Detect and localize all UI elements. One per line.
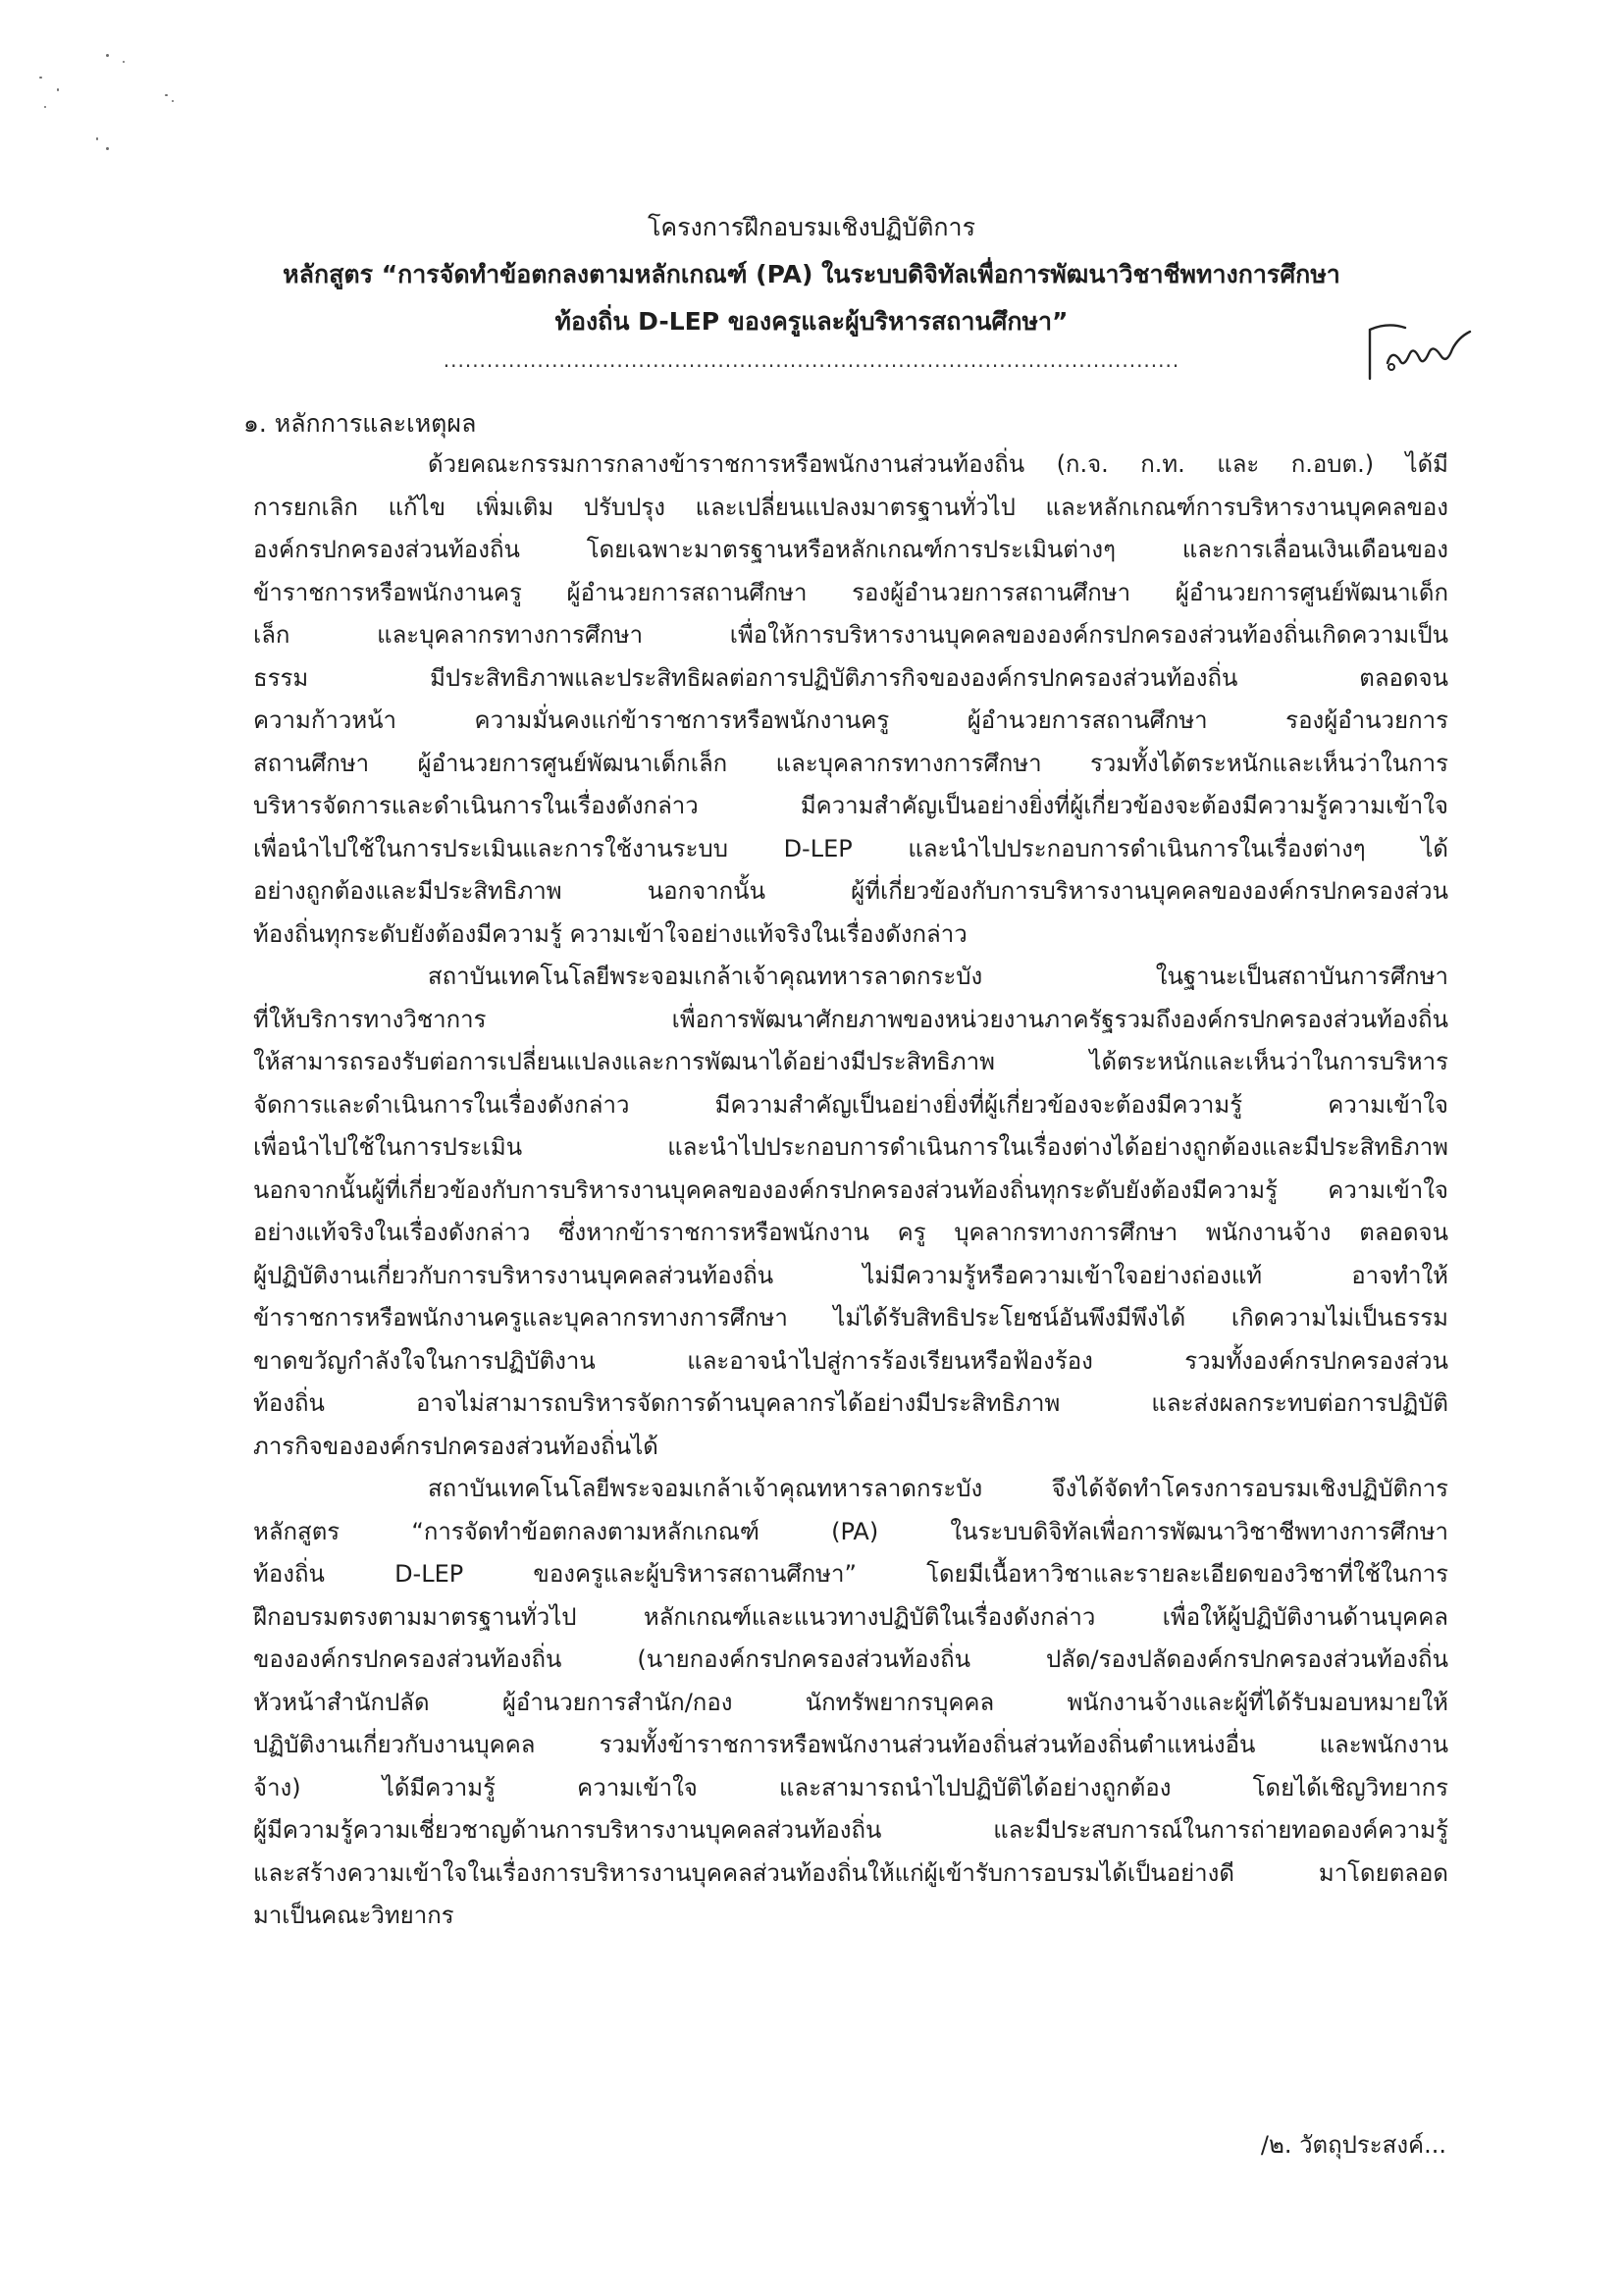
paragraph-line: บริหารจัดการและดำเนินการในเรื่องดังกล่าว มีความสำคัญเป็นอย่างยิ่งที่ผู้เกี่ยวข้องจะต้องมีความรู้ความเข้าใจ bbox=[253, 792, 1448, 819]
paragraph-line: สถาบันเทคโนโลยีพระจอมเกล้าเจ้าคุณทหารลาดกระบัง ในฐานะเป็นสถาบันการศึกษา bbox=[428, 963, 1448, 990]
scan-speck bbox=[123, 61, 125, 63]
body-paragraph bbox=[253, 1468, 1448, 1938]
scan-speck bbox=[39, 77, 42, 78]
paragraph-line: ปฏิบัติงานเกี่ยวกับงานบุคคล รวมทั้งข้าราชการหรือพนักงานส่วนท้องถิ่นส่วนท้องถิ่นตำแหน่งอื่น และพนักงาน bbox=[253, 1731, 1448, 1758]
document-body bbox=[253, 444, 1448, 1938]
paragraph-line: ด้วยคณะกรรมการกลางข้าราชการหรือพนักงานส่วนท้องถิ่น (ก.จ. ก.ท. และ ก.อบต.) ได้มี bbox=[428, 450, 1448, 478]
paragraph-line: จ้าง) ได้มีความรู้ ความเข้าใจ และสามารถนำไปปฏิบัติได้อย่างถูกต้อง โดยได้เชิญวิทยากร bbox=[253, 1773, 1448, 1801]
paragraph-line: นอกจากนั้นผู้ที่เกี่ยวข้องกับการบริหารงานบุคคลขององค์กรปกครองส่วนท้องถิ่นทุกระดับยังต้องมีความรู้ ความเข้าใจ bbox=[253, 1175, 1448, 1204]
paragraph-line: จัดการและดำเนินการในเรื่องดังกล่าว มีความสำคัญเป็นอย่างยิ่งที่ผู้เกี่ยวข้องจะต้องมีความรู้ ความเข้าใจ bbox=[253, 1090, 1448, 1119]
paragraph-line: เล็ก และบุคลากรทางการศึกษา เพื่อให้การบริหารงานบุคคลขององค์กรปกครองส่วนท้องถิ่นเกิดความเป็น bbox=[253, 621, 1448, 649]
paragraph-line: ข้าราชการหรือพนักงานครูและบุคลากรทางการศึกษา ไม่ได้รับสิทธิประโยชน์อันพึงมีพึงได้ เกิดความไม่เป็นธรรม bbox=[253, 1304, 1448, 1331]
scan-speck bbox=[44, 106, 46, 108]
paragraph-line: ฝึกอบรมตรงตามมาตรฐานทั่วไป หลักเกณฑ์และแนวทางปฏิบัติในเรื่องดังกล่าว เพื่อให้ผู้ปฏิบัติงานด้านบุคคล bbox=[253, 1602, 1448, 1631]
paragraph-line: ผู้ปฏิบัติงานเกี่ยวกับการบริหารงานบุคคลส่วนท้องถิ่น ไม่มีความรู้หรือความเข้าใจอย่างถ่องแท้ อาจทำให้ bbox=[253, 1261, 1448, 1289]
handwritten-signature bbox=[1362, 316, 1490, 385]
scan-speck bbox=[96, 137, 98, 140]
paragraph-line: ท้องถิ่น D-LEP ของครูและผู้บริหารสถานศึกษา” โดยมีเนื้อหาวิชาและรายละเอียดของวิชาที่ใช้ในการ bbox=[253, 1560, 1448, 1588]
scan-speck bbox=[106, 147, 109, 150]
body-paragraph bbox=[253, 444, 1448, 956]
paragraph-line: ธรรม มีประสิทธิภาพและประสิทธิผลต่อการปฏิบัติภารกิจขององค์กรปกครองส่วนท้องถิ่น ตลอดจน bbox=[253, 663, 1448, 692]
paragraph-line: ข้าราชการหรือพนักงานครู ผู้อำนวยการสถานศึกษา รองผู้อำนวยการสถานศึกษา ผู้อำนวยการศูนย์พัฒนาเด็ก bbox=[253, 578, 1448, 606]
page-continuation-note: /๒. วัตถุประสงค์... bbox=[1260, 2131, 1446, 2159]
paragraph-line: ภารกิจขององค์กรปกครองส่วนท้องถิ่นได้ bbox=[253, 1432, 658, 1460]
paragraph-line: ท้องถิ่นทุกระดับยังต้องมีความรู้ ความเข้าใจอย่างแท้จริงในเรื่องดังกล่าว bbox=[253, 919, 968, 948]
paragraph-line: ผู้มีความรู้ความเชี่ยวชาญด้านการบริหารงานบุคคลส่วนท้องถิ่น และมีประสบการณ์ในการถ่ายทอดองค์ความรู้ bbox=[253, 1816, 1448, 1844]
header-dotted-rule: ...................................................................................................... bbox=[443, 348, 1180, 372]
paragraph-line: ให้สามารถรองรับต่อการเปลี่ยนแปลงและการพัฒนาได้อย่างมีประสิทธิภาพ ได้ตระหนักและเห็นว่าในการบริหาร bbox=[253, 1048, 1448, 1075]
paragraph-line: ขององค์กรปกครองส่วนท้องถิ่น (นายกองค์กรปกครองส่วนท้องถิ่น ปลัด/รองปลัดองค์กรปกครองส่วนท้องถิ่น bbox=[253, 1645, 1448, 1673]
paragraph-line: ที่ให้บริการทางวิชาการ เพื่อการพัฒนาศักยภาพของหน่วยงานภาครัฐรวมถึงองค์กรปกครองส่วนท้องถิ่น bbox=[253, 1005, 1448, 1033]
scan-speck bbox=[57, 88, 59, 91]
paragraph-line: มาเป็นคณะวิทยากร bbox=[253, 1902, 454, 1929]
paragraph-line: อย่างถูกต้องและมีประสิทธิภาพ นอกจากนั้น ผู้ที่เกี่ยวข้องกับการบริหารงานบุคคลขององค์กรปกครองส่วน bbox=[253, 877, 1448, 905]
paragraph-line: และสร้างความเข้าใจในเรื่องการบริหารงานบุคคลส่วนท้องถิ่นให้แก่ผู้เข้ารับการอบรมได้เป็นอย่างดี มาโดยตลอด bbox=[253, 1858, 1448, 1887]
scan-speck bbox=[106, 54, 109, 57]
course-title-line-1: หลักสูตร “การจัดทำข้อตกลงตามหลักเกณฑ์ (PA) ในระบบดิจิทัลเพื่อการพัฒนาวิชาชีพทางการศึกษา bbox=[283, 260, 1340, 288]
paragraph-line: การยกเลิก แก้ไข เพิ่มเติม ปรับปรุง และเปลี่ยนแปลงมาตรฐานทั่วไป และหลักเกณฑ์การบริหารงานบุคคลของ bbox=[253, 493, 1448, 521]
paragraph-line: สถานศึกษา ผู้อำนวยการศูนย์พัฒนาเด็กเล็ก และบุคลากรทางการศึกษา รวมทั้งได้ตระหนักและเห็นว่าในการ bbox=[253, 749, 1448, 777]
paragraph-line: อย่างแท้จริงในเรื่องดังกล่าว ซึ่งหากข้าราชการหรือพนักงาน ครู บุคลากรทางการศึกษา พนักงานจ้าง ตลอดจน bbox=[253, 1219, 1448, 1246]
paragraph-line: ความก้าวหน้า ความมั่นคงแก่ข้าราชการหรือพนักงานครู ผู้อำนวยการสถานศึกษา รองผู้อำนวยการ bbox=[253, 706, 1448, 734]
scan-speck bbox=[172, 100, 174, 102]
paragraph-line: หลักสูตร “การจัดทำข้อตกลงตามหลักเกณฑ์ (PA) ในระบบดิจิทัลเพื่อการพัฒนาวิชาชีพทางการศึกษา bbox=[253, 1517, 1448, 1545]
paragraph-line: ท้องถิ่น อาจไม่สามารถบริหารจัดการด้านบุคลากรได้อย่างมีประสิทธิภาพ และส่งผลกระทบต่อการปฏิบัติ bbox=[253, 1389, 1448, 1417]
project-type-heading: โครงการฝึกอบรมเชิงปฏิบัติการ bbox=[647, 213, 976, 241]
paragraph-line: เพื่อนำไปใช้ในการประเมินและการใช้งานระบบ D-LEP และนำไปประกอบการดำเนินการในเรื่องต่างๆ ได้ bbox=[253, 834, 1448, 862]
paragraph-line: หัวหน้าสำนักปลัด ผู้อำนวยการสำนัก/กอง นักทรัพยากรบุคคล พนักงานจ้างและผู้ที่ได้รับมอบหมายให้ bbox=[253, 1688, 1448, 1716]
paragraph-line: เพื่อนำไปใช้ในการประเมิน และนำไปประกอบการดำเนินการในเรื่องต่างได้อย่างถูกต้องและมีประสิทธิภาพ bbox=[253, 1133, 1448, 1161]
paragraph-line: ขาดขวัญกำลังใจในการปฏิบัติงาน และอาจนำไปสู่การร้องเรียนหรือฟ้องร้อง รวมทั้งองค์กรปกครองส่วน bbox=[253, 1346, 1448, 1375]
paragraph-line: องค์กรปกครองส่วนท้องถิ่น โดยเฉพาะมาตรฐานหรือหลักเกณฑ์การประเมินต่างๆ และการเลื่อนเงินเดือนของ bbox=[253, 536, 1448, 563]
document-header bbox=[196, 204, 1427, 375]
body-paragraph bbox=[253, 956, 1448, 1468]
paragraph-line: สถาบันเทคโนโลยีพระจอมเกล้าเจ้าคุณทหารลาดกระบัง จึงได้จัดทำโครงการอบรมเชิงปฏิบัติการ bbox=[428, 1475, 1448, 1502]
scan-speck bbox=[165, 94, 168, 96]
course-title-line-2: ท้องถิ่น D-LEP ของครูและผู้บริหารสถานศึกษา” bbox=[554, 307, 1069, 336]
section-heading-principles: ๑. หลักการและเหตุผล bbox=[243, 409, 477, 438]
